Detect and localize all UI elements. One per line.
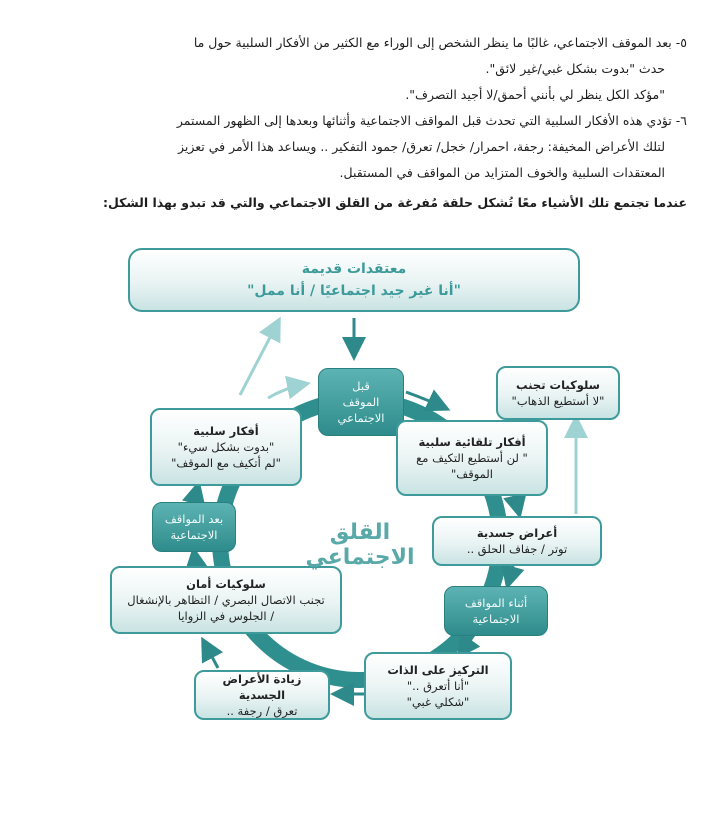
before-line3: الاجتماعي <box>337 411 385 425</box>
negative-thoughts-line2: "لم أتكيف مع الموقف" <box>171 456 281 470</box>
p5-line1: ٥- بعد الموقف الاجتماعي، غالبًا ما ينظر الشخص إلى الوراء مع الكثير من الأفكار السلبية حول ما <box>193 35 687 50</box>
negative-thoughts-title: أفكار سلبية <box>193 424 259 438</box>
self-focus-line2: "شكلي غبي" <box>406 695 470 709</box>
before-line2: الموقف <box>342 395 380 409</box>
safety-behaviors-box <box>110 566 342 634</box>
p6-line2: لتلك الأعراض المخيفة: رجفة، احمرار/ خجل/ تعرق/ جمود التفكير .. ويساعد هذا الأمر في تعزيز <box>177 139 665 154</box>
old-beliefs-title: معتقدات قديمة <box>301 261 407 277</box>
during-line2: الاجتماعية <box>472 612 520 626</box>
arrow-thoughts-to-physical <box>515 496 519 513</box>
old-beliefs-box <box>128 248 580 312</box>
p5-line2: حدث "بدوت بشكل غبي/غير لائق". <box>485 61 665 76</box>
arrow-increase-to-safety <box>204 642 218 668</box>
avoidance-title: سلوكيات تجنب <box>516 378 600 392</box>
auto-thoughts-line1: " لن أستطيع التكيف مع <box>416 451 528 465</box>
auto-thoughts-title: أفكار تلقائية سلبية <box>418 435 526 449</box>
old-beliefs-text: "أنا غير جيد اجتماعيًا / أنا ممل" <box>247 283 461 299</box>
arrow-to-beliefs <box>240 322 278 395</box>
arrow-physical-to-during <box>508 566 513 584</box>
self-focus-box <box>364 652 512 720</box>
physical-symptoms-box <box>432 516 602 566</box>
p6-line3: المعتقدات السلبية والخوف المتزايد من المواقف في المستقبل. <box>339 165 665 180</box>
avoidance-box <box>496 366 620 420</box>
p5-line3: "مؤكد الكل ينظر لي بأنني أحمق/لا أجيد التصرف". <box>405 87 665 102</box>
auto-thoughts-line2: الموقف" <box>451 467 493 481</box>
after-situation-box <box>152 502 236 552</box>
before-line1: قبل <box>352 379 370 393</box>
arrow-neg-to-before <box>268 384 305 398</box>
summary-line: عندما تجتمع تلك الأشياء معًا تُشكل حلقة مُفرغة من القلق الاجتماعي والتي قد تبدو بهذا الشكل: <box>102 195 687 210</box>
increase-symptoms-text: تعرق / رجفة .. <box>226 704 298 718</box>
safety-behaviors-line1: تجنب الاتصال البصري / التظاهر بالإنشغال <box>127 593 325 607</box>
negative-thoughts-line1: "بدوت بشكل سيء" <box>177 440 275 454</box>
safety-behaviors-title: سلوكيات أمان <box>186 577 266 591</box>
p6-line1: ٦- تؤدي هذه الأفكار السلبية التي تحدث قبل المواقف الاجتماعية وأثنائها وبعدها إلى الظهور المستمر <box>176 113 687 128</box>
auto-thoughts-box <box>396 420 548 496</box>
physical-symptoms-text: توتر / جفاف الحلق .. <box>466 542 568 556</box>
after-line1: بعد المواقف <box>164 512 224 526</box>
safety-behaviors-line2: / الجلوس في الزوايا <box>177 609 275 623</box>
arrow-after-to-negthoughts <box>194 486 198 502</box>
after-line2: الاجتماعية <box>170 528 218 542</box>
self-focus-title: التركيز على الذات <box>387 663 489 677</box>
negative-thoughts-box <box>150 408 302 486</box>
avoidance-text: "لا أستطيع الذهاب" <box>511 394 605 408</box>
social-anxiety-label: القلق الاجتماعي <box>305 520 415 570</box>
increase-symptoms-title: زيادة الأعراض الجسدية <box>222 672 302 702</box>
arrow-safety-to-after <box>194 552 196 565</box>
increase-symptoms-box <box>194 670 330 720</box>
during-line1: أثناء المواقف <box>464 596 528 610</box>
self-focus-line1: "أنا أتعرق .." <box>406 679 470 693</box>
physical-symptoms-title: أعراض جسدية <box>476 526 558 540</box>
during-situation-box <box>444 586 548 636</box>
before-situation-box <box>318 368 404 436</box>
